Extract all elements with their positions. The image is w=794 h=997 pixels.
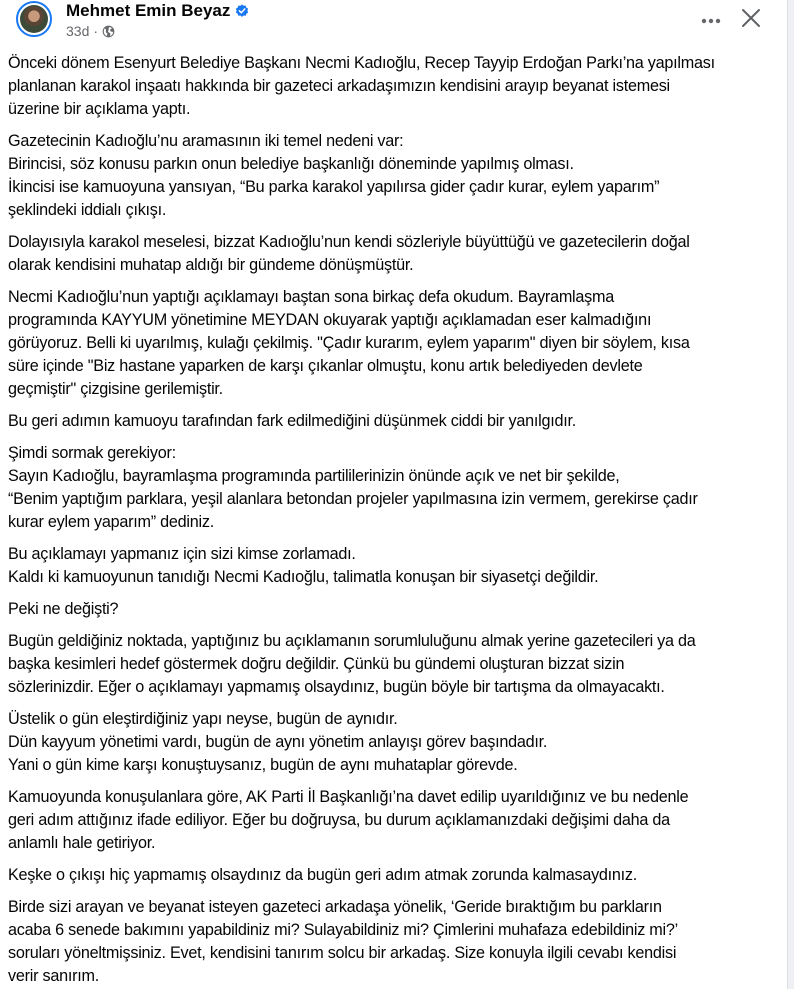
- post-text-line: üzerine bir açıklama yaptı.: [8, 100, 191, 118]
- post-text-line: programında KAYYUM yönetimine MEYDAN okuyarak yaptığı açıklamadan eser kalmadığını: [8, 311, 652, 329]
- post-paragraph: [8, 630, 784, 699]
- author-name[interactable]: Mehmet Emin Beyaz: [66, 1, 231, 20]
- close-icon: [741, 8, 761, 33]
- more-options-button[interactable]: [694, 6, 728, 34]
- avatar[interactable]: [16, 1, 52, 37]
- scrollbar-track[interactable]: [787, 0, 794, 989]
- post-header: [0, 0, 788, 48]
- post-text-line: Birde sizi arayan ve beyanat isteyen gazeteci arkadaşa yönelik, ‘Geride bıraktığım bu parkların: [8, 898, 662, 916]
- post-text-line: verir sanırım.: [8, 967, 99, 985]
- post-text-line: başka kesimleri hedef göstermek doğru değildir. Çünkü bu gündemi oluşturan bizzat sizin: [8, 655, 625, 673]
- more-horizontal-icon: [701, 11, 721, 29]
- avatar-image: [20, 5, 48, 33]
- post-text-line: Şimdi sormak gerekiyor:: [8, 444, 176, 462]
- post-text-line: planlanan karakol inşaatı hakkında bir gazeteci arkadaşımızın kendisini arayıp beyanat istemesi: [8, 77, 670, 95]
- post-meta: [66, 23, 115, 39]
- post-text-line: Kaldı ki kamuoyunun tanıdığı Necmi Kadıoğlu, talimatla konuşan bir siyasetçi değildir.: [8, 568, 599, 586]
- post-text-line: Önceki dönem Esenyurt Belediye Başkanı Necmi Kadıoğlu, Recep Tayyip Erdoğan Parkı’na yapılması: [8, 54, 715, 72]
- post-text-line: sözlerinizdir. Eğer o açıklamayı yapmamış olsaydınız, bugün böyle bir tartışma da olmayacaktı.: [8, 678, 665, 696]
- post-text-line: Yani o gün kime karşı konuştuysanız, bugün de aynı muhataplar görevde.: [8, 756, 518, 774]
- post-paragraph: [8, 410, 784, 433]
- post-paragraph: [8, 52, 784, 121]
- post-text-line: Bu açıklamayı yapmanız için sizi kimse zorlamadı.: [8, 545, 356, 563]
- verified-badge-icon: [235, 4, 249, 18]
- post-text-line: görüyoruz. Belli ki uyarılmış, kulağı çekilmiş. "Çadır kurarım, eylem yaparım" diyen bir söylem, kısa: [8, 334, 690, 352]
- post-paragraph: [8, 442, 784, 534]
- post-paragraph: [8, 598, 784, 621]
- post-text-line: Kamuoyunda konuşulanlara göre, AK Parti İl Başkanlığı’na davet edilip uyarıldığınız ve bu nedenle: [8, 788, 689, 806]
- post-paragraph: [8, 543, 784, 589]
- post-text-line: Üstelik o gün eleştirdiğiniz yapı neyse, bugün de aynıdır.: [8, 710, 398, 728]
- post-paragraph: [8, 896, 784, 988]
- post-text-line: Dolayısıyla karakol meselesi, bizzat Kadıoğlu’nun kendi sözleriyle büyüttüğü ve gazetecilerin doğal: [8, 233, 690, 251]
- post-text-line: İkincisi ise kamuoyuna yansıyan, “Bu parka karakol yapılırsa gider çadır kurar, eylem yaparım”: [8, 178, 660, 196]
- post-text-line: “Benim yaptığım parklara, yeşil alanlara betondan projeler yapılmasına izin vermem, gerekirse çadır: [8, 490, 698, 508]
- post-text-line: Keşke o çıkışı hiç yapmamış olsaydınız da bugün geri adım atmak zorunda kalmasaydınız.: [8, 866, 638, 884]
- globe-icon[interactable]: [102, 25, 115, 38]
- author-line: [66, 0, 249, 22]
- post-text-line: süre içinde "Biz hastane yaparken de karşı çıkanlar olmuştu, konu artık belediyeden devlete: [8, 357, 643, 375]
- post-text-line: olarak kendisini muhatap aldığı bir gündeme dönüşmüştür.: [8, 256, 414, 274]
- close-button[interactable]: [734, 4, 768, 36]
- post-text-line: Necmi Kadıoğlu’nun yaptığı açıklamayı baştan sona birkaç defa okudum. Bayramlaşma: [8, 288, 614, 306]
- post-paragraph: [8, 708, 784, 777]
- meta-separator: ·: [93, 23, 99, 39]
- post-text-line: kurar eylem yaparım” dediniz.: [8, 513, 214, 531]
- post-text-line: acaba 6 senede bakımını yapabildiniz mi? Sulayabildiniz mi? Çimlerini muhafaza edebildiniz mi?’: [8, 921, 678, 939]
- post-text-line: Peki ne değişti?: [8, 600, 119, 618]
- post-text-line: geçmiştir" çizgisine gerilemiştir.: [8, 380, 223, 398]
- post-text-line: Bugün geldiğiniz noktada, yaptığınız bu açıklamanın sorumluluğunu almak yerine gazetecileri ya da: [8, 632, 696, 650]
- post-text-line: Birincisi, söz konusu parkın onun belediye başkanlığı döneminde yapılmış olması.: [8, 155, 574, 173]
- post-text-line: Dün kayyum yönetimi vardı, bugün de aynı yönetim anlayışı görev başındadır.: [8, 733, 548, 751]
- post-paragraph: [8, 786, 784, 855]
- post-text-line: geri adım attığınız ifade ediliyor. Eğer bu doğruysa, bu durum açıklamanızdaki değişimi daha da: [8, 811, 670, 829]
- post-paragraph: [8, 130, 784, 222]
- post-paragraph: [8, 864, 784, 887]
- post-timestamp[interactable]: 33d: [66, 23, 90, 39]
- post-text-line: şeklindeki iddialı çıkışı.: [8, 201, 167, 219]
- post-paragraph: [8, 286, 784, 401]
- post-text-line: Bu geri adımın kamuoyu tarafından fark edilmediğini düşünmek ciddi bir yanılgıdır.: [8, 412, 576, 430]
- post-body: [8, 52, 784, 997]
- post-text-line: Sayın Kadıoğlu, bayramlaşma programında partililerinizin önünde açık ve net bir şekilde,: [8, 467, 620, 485]
- post-text-line: anlamlı hale getiriyor.: [8, 834, 156, 852]
- post-text-line: Gazetecinin Kadıoğlu’nu aramasının iki temel nedeni var:: [8, 132, 404, 150]
- post-text-line: soruları yöneltmişsiniz. Evet, kendisini tanırım solcu bir arkadaş. Size konuyla ilgili cevabı kendisi: [8, 944, 677, 962]
- post-paragraph: [8, 231, 784, 277]
